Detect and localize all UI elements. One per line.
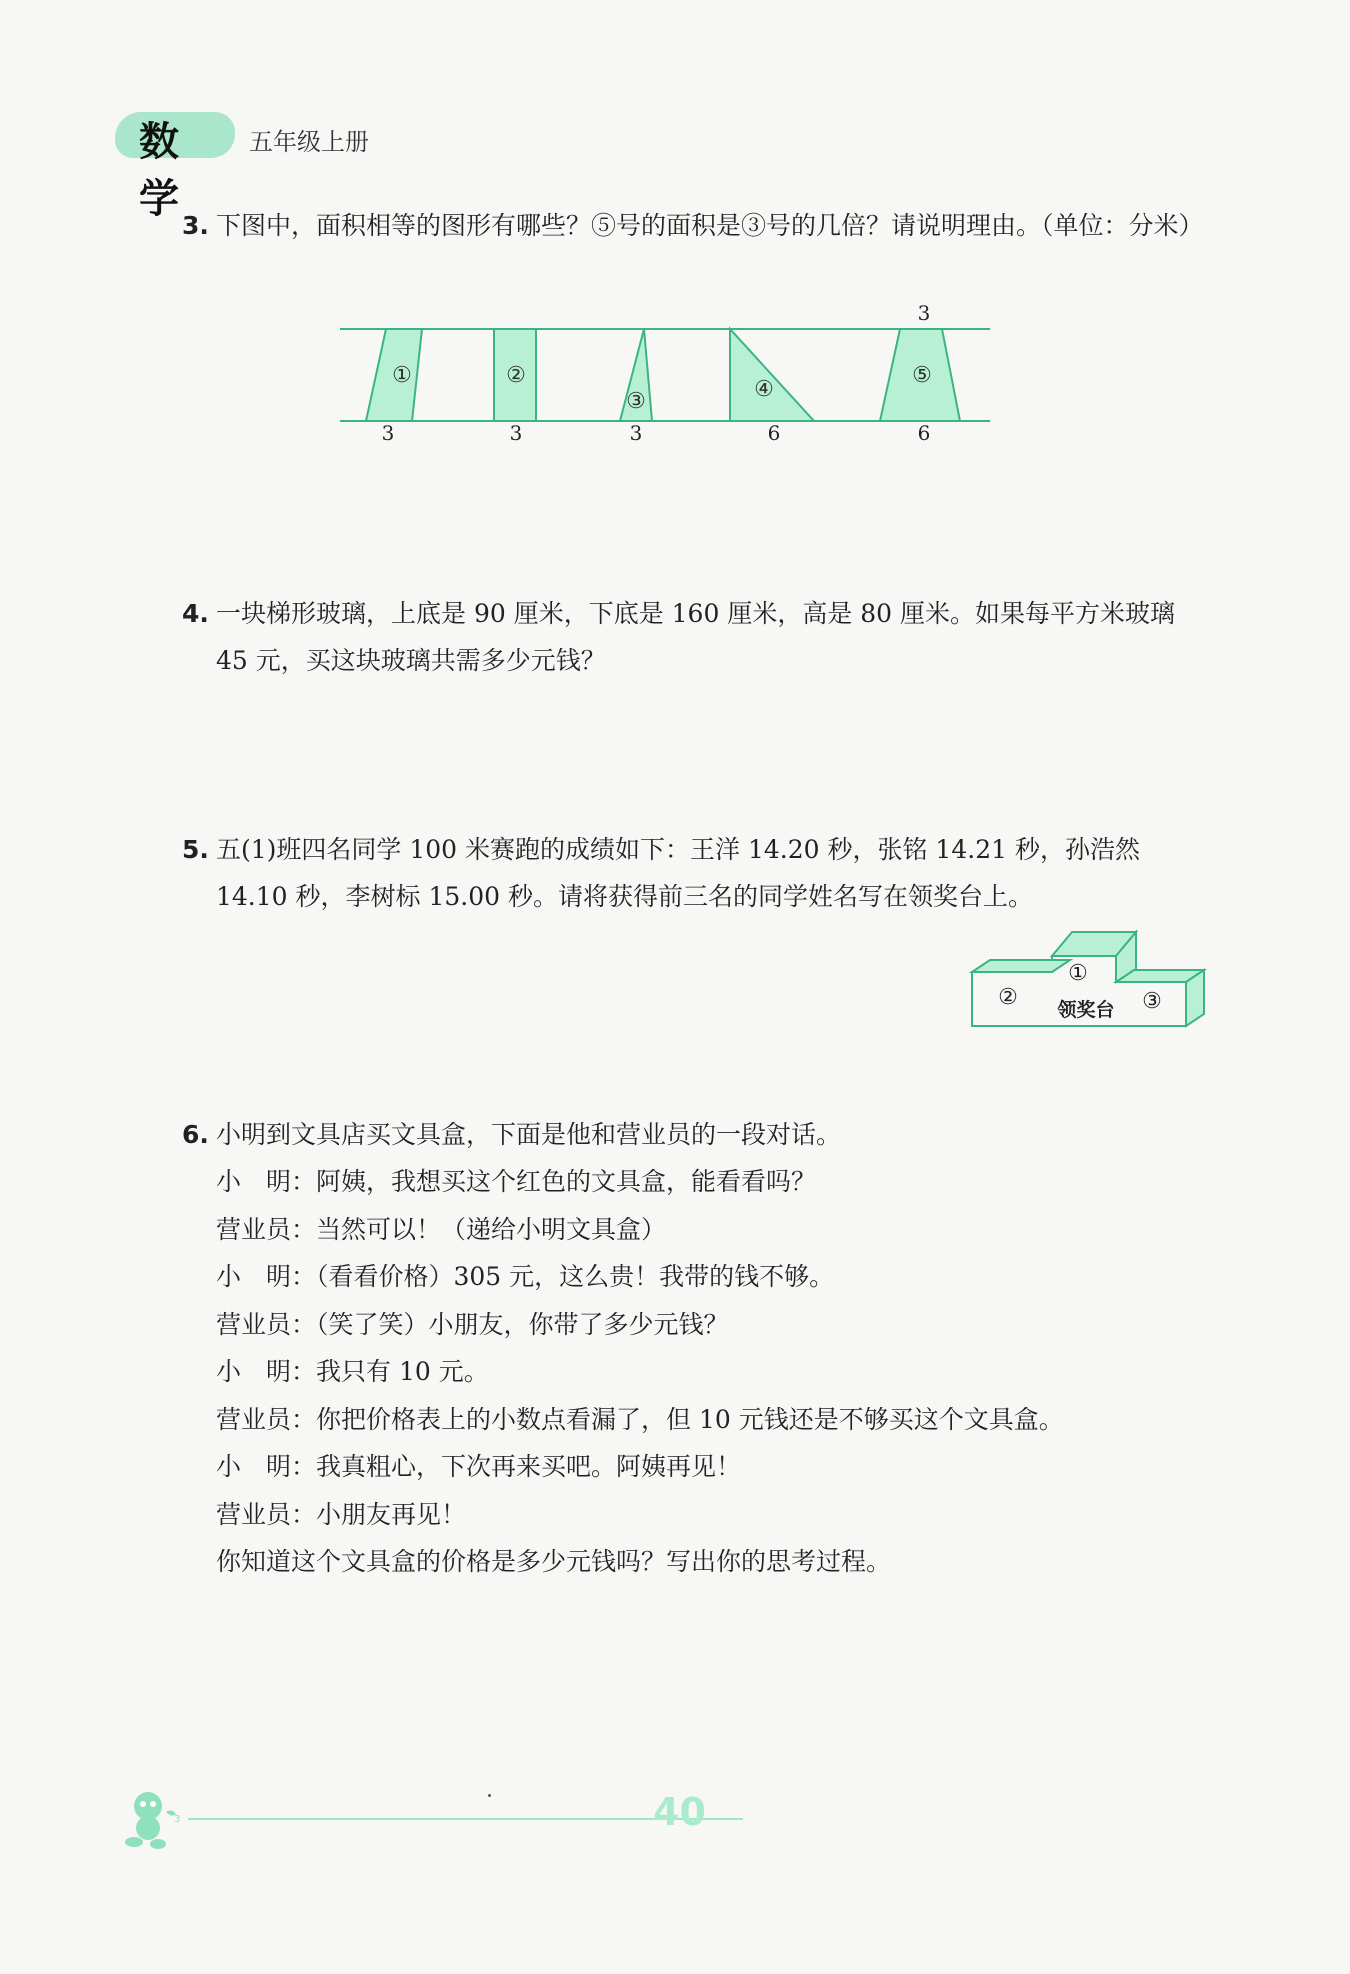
podium-figure (968, 928, 1208, 1030)
shape-1-base: 3 (381, 421, 395, 445)
question-text: 五(1)班四名同学 100 米赛跑的成绩如下：王洋 14.20 秒，张铭 14.21 秒，孙浩然 14.10 秒，李树标 15.00 秒。请将获得前三名的同学姓名写在领奖台上。 (216, 835, 1140, 911)
podium-third-label: ③ (1142, 989, 1162, 1014)
question-number: 4. (182, 599, 209, 628)
question-text: 下图中，面积相等的图形有哪些？⑤号的面积是③号的几倍？请说明理由。（单位：分米） (216, 211, 1204, 240)
shape-3-base: 3 (629, 421, 643, 445)
dialogue-line: 营业员：当然可以！（递给小明文具盒） (216, 1214, 667, 1244)
mascot-icon (118, 1788, 188, 1850)
podium-first-label: ① (1068, 961, 1088, 986)
shape-4-label: ④ (754, 377, 774, 402)
shapes-figure (330, 300, 1000, 450)
question-4 (182, 590, 1212, 684)
shape-5-label: ⑤ (912, 363, 932, 388)
shape-2-base: 3 (509, 421, 523, 445)
question-number: 3. (182, 211, 209, 240)
dialogue-line: 营业员：小朋友再见！ (216, 1499, 467, 1529)
shape-2-label: ② (506, 363, 526, 388)
question-3 (182, 202, 1212, 249)
closing-question: 你知道这个文具盒的价格是多少元钱吗？写出你的思考过程。 (216, 1547, 892, 1576)
question-text: 一块梯形玻璃，上底是 90 厘米，下底是 160 厘米，高是 80 厘米。如果每平方米玻璃 45 元，买这块玻璃共需多少元钱？ (216, 599, 1176, 675)
shape-4-triangle (730, 329, 814, 421)
footer-dot (488, 1794, 491, 1797)
podium-caption: 领奖台 (1057, 999, 1115, 1021)
dialogue-line: 小 明：（看看价格）305 元，这么贵！我带的钱不够。 (216, 1262, 835, 1291)
svg-text:3: 3 (174, 1814, 181, 1825)
question-number: 6. (182, 1120, 209, 1149)
question-number: 5. (182, 835, 209, 864)
grade-label: 五年级上册 (249, 128, 369, 156)
shape-1-label: ① (392, 363, 412, 388)
shape-5-base: 6 (917, 421, 931, 445)
podium-second-top (972, 960, 1070, 972)
page-number: 40 (653, 1790, 706, 1834)
podium-second-label: ② (998, 985, 1018, 1010)
question-6 (182, 1111, 1212, 1158)
shape-3-label: ③ (626, 389, 646, 414)
question-5 (182, 826, 1212, 920)
subject-title: 数学 (139, 119, 185, 222)
dialogue-line: 小 明：我只有 10 元。 (216, 1357, 489, 1386)
shape-5-top: 3 (917, 301, 931, 325)
shape-4-base: 6 (767, 421, 781, 445)
dialogue-line: 小 明：我真粗心，下次再来买吧。阿姨再见！ (216, 1452, 742, 1481)
page-footer (118, 1770, 718, 1850)
question-text: 小明到文具店买文具盒，下面是他和营业员的一段对话。 (216, 1120, 842, 1149)
dialogue-line: 营业员：（笑了笑）小朋友，你带了多少元钱？ (216, 1309, 729, 1339)
dialogue (216, 1158, 1216, 1586)
dialogue-line: 营业员：你把价格表上的小数点看漏了，但 10 元钱还是不够买这个文具盒。 (216, 1404, 1064, 1434)
dialogue-line: 小 明：阿姨，我想买这个红色的文具盒，能看看吗？ (216, 1167, 817, 1196)
